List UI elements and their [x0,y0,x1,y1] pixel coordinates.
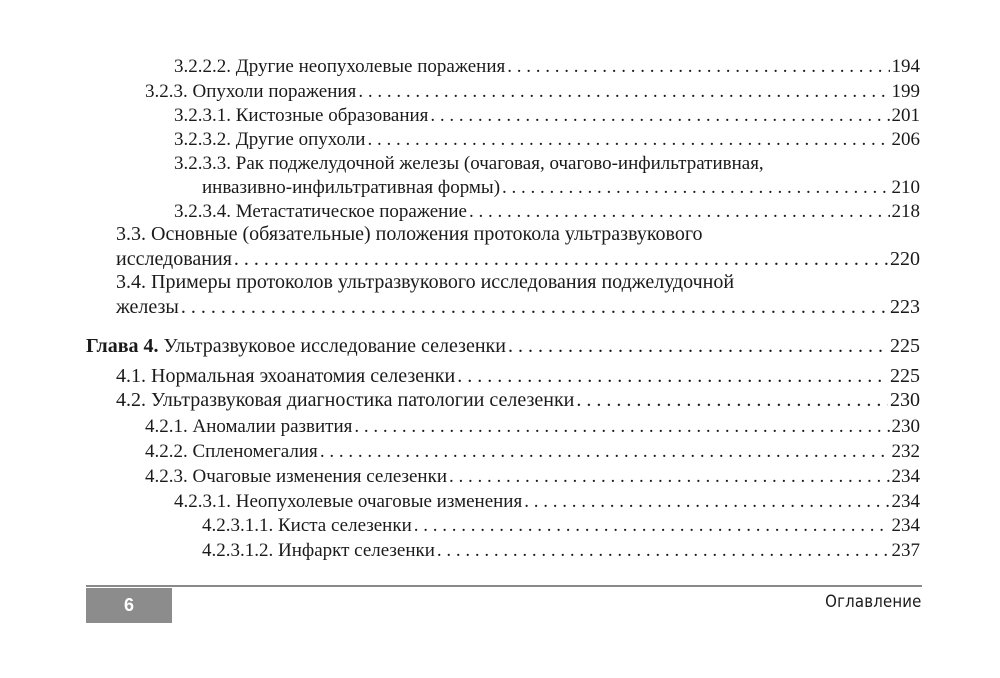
dot-leader [449,465,890,489]
toc-entry-page: 234 [891,491,920,512]
toc-entry-page: 230 [890,389,920,411]
toc-entry-title: Спленомегалия [192,441,318,462]
toc-entry-page: 199 [891,81,920,102]
toc-entry-title: Аномалии развития [192,416,353,437]
toc-entry-number: 4.2.3. [145,466,188,487]
toc-entry [116,270,920,320]
toc-entry-number: 3.2.3. [145,81,188,102]
toc-entry [116,388,920,413]
toc-entry-page: 225 [890,365,920,387]
dot-leader [430,104,889,128]
dot-leader [507,55,889,79]
toc-entry-number: 3.2.3.2. [174,129,231,150]
toc-entry-title: Ультразвуковая диагностика патологии селезенки [151,389,575,411]
dot-leader [457,364,888,389]
toc-entry-page: 234 [891,515,920,536]
toc-entry-number: 4.2.3.1. [174,491,231,512]
toc-entry-page: 234 [891,466,920,487]
toc-entry-page: 225 [890,335,920,357]
toc-entry-title: Опухоли поражения [192,81,357,102]
dot-leader [576,388,888,413]
page-number-badge [86,588,172,623]
toc-entry-title: Кистозные образования [235,105,429,126]
toc-entry-page: 230 [891,416,920,437]
toc-entry-number: 4.2.3.1.2. [202,540,274,561]
toc-entry-title: Инфаркт селезенки [278,540,435,561]
toc-entry-page: 237 [891,540,920,561]
toc-entry [202,539,920,563]
toc-entry-number: 4.2. [116,389,146,411]
toc-entry-title-cont: инвазивно-инфильтративная формы) [202,177,501,198]
dot-leader [181,295,888,320]
toc-entry-page: 223 [890,296,920,318]
toc-entry [202,514,920,538]
toc-entry-title: Ультразвуковое исследование селезенки [163,335,506,357]
toc-entry-page: 220 [890,248,920,270]
toc-entry [116,364,920,389]
dot-leader [354,415,889,439]
toc-entry-title: Основные (обязательные) положения протокола ультразвукового [151,223,703,245]
toc-entry-title-cont: железы [116,296,179,318]
dot-leader [469,200,890,224]
chapter-label: Глава 4. [86,335,159,357]
toc-entry-number: 3.2.3.3. [174,153,231,174]
dot-leader [414,514,890,538]
toc-entry-number: 3.4. [116,271,146,293]
toc-entry-number: 4.2.2. [145,441,188,462]
toc-entry-title: Метастатическое поражение [235,201,467,222]
toc-entry-page: 206 [891,129,920,150]
toc-entry [145,465,920,489]
dot-leader [508,334,888,359]
toc-entry [174,128,920,152]
toc-entry-title: Рак поджелудочной железы (очаговая, очагово-инфильтративная, [235,153,764,174]
toc-entry-page: 232 [891,441,920,462]
toc-entry-title: Другие неопухолевые поражения [235,56,506,77]
toc-entry [174,55,920,79]
toc-entry-number: 4.2.3.1.1. [202,515,274,536]
toc-entry-page: 210 [891,177,920,198]
toc-entry-title: Примеры протоколов ультразвукового исследования поджелудочной [151,271,735,293]
dot-leader [367,128,889,152]
toc-entry [145,80,920,104]
dot-leader [524,490,889,514]
page-number: 6 [123,595,134,615]
toc-entry-title: Нормальная эхоанатомия селезенки [151,365,456,387]
dot-leader [234,247,888,272]
toc-entry [174,200,920,224]
toc-entry-number: 3.2.2.2. [174,56,231,77]
toc-entry-title: Очаговые изменения селезенки [192,466,447,487]
toc-chapter-entry [86,334,920,359]
toc-entry-page: 194 [891,56,920,77]
toc-entry [145,415,920,439]
toc-entry [174,490,920,514]
toc-entry-title: Неопухолевые очаговые изменения [235,491,523,512]
toc-entry-number: 4.2.1. [145,416,188,437]
toc-entry-page: 201 [891,105,920,126]
dot-leader [502,176,889,200]
toc-entry [116,222,920,272]
dot-leader [320,440,890,464]
toc-entry [174,152,920,200]
toc-entry-title: Киста селезенки [278,515,412,536]
toc-entry [145,440,920,464]
toc-entry-title: Другие опухоли [235,129,366,150]
toc-entry-number: 4.1. [116,365,146,387]
running-footer-title: Оглавление [825,592,922,612]
dot-leader [437,539,890,563]
toc-entry-title-cont: исследования [116,248,232,270]
toc-entry-number: 3.3. [116,223,146,245]
toc-entry-number: 3.2.3.4. [174,201,231,222]
dot-leader [358,80,889,104]
footer-divider [86,585,922,587]
toc-entry-number: 3.2.3.1. [174,105,231,126]
toc-entry-page: 218 [891,201,920,222]
toc-entry [174,104,920,128]
